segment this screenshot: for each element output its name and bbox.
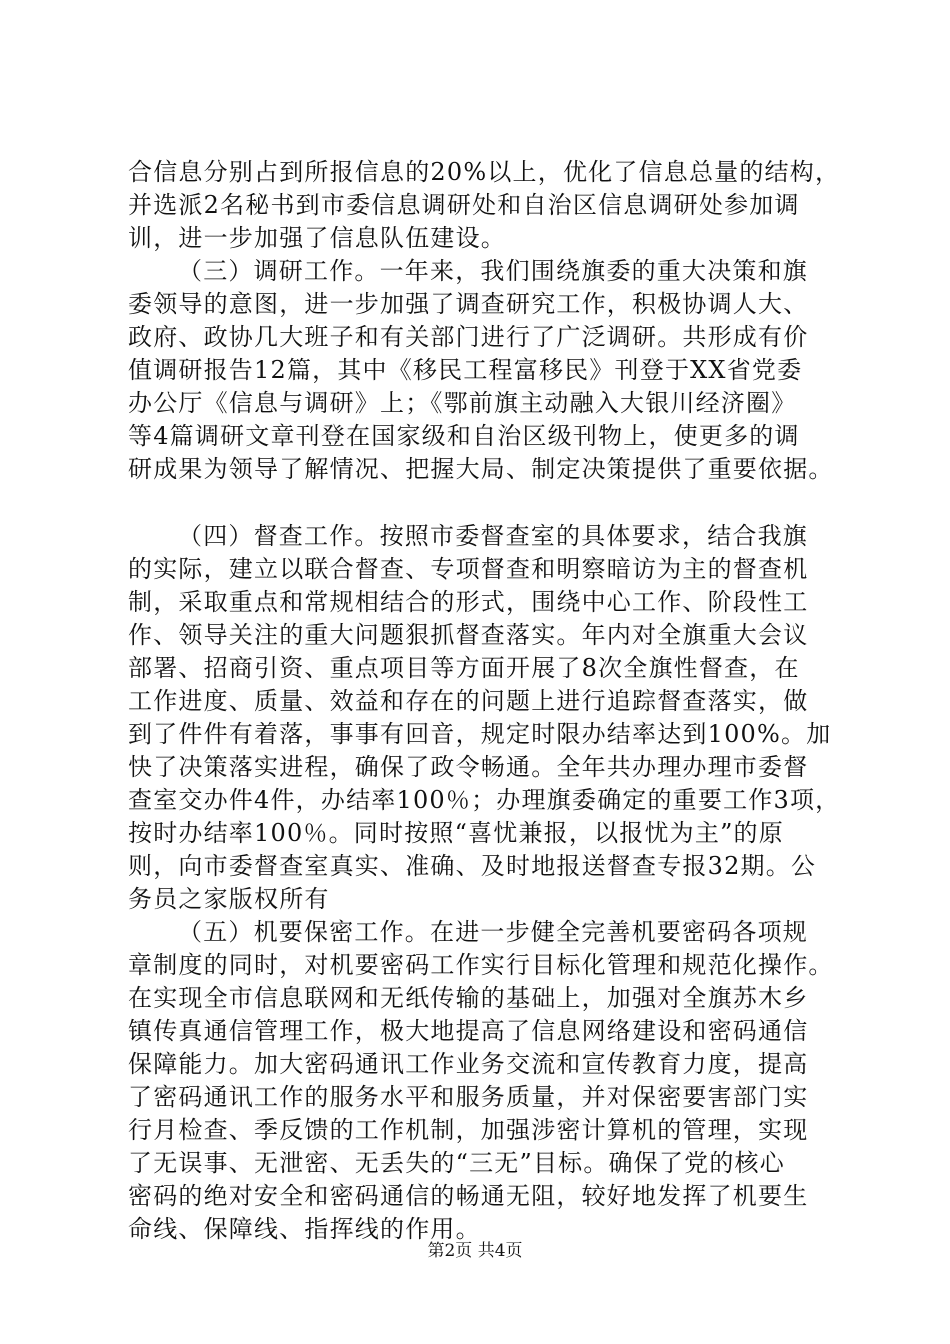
text-line: 委领导的意图，进一步加强了调查研究工作，积极协调人大、 [128, 290, 809, 318]
text-line: 命线、保障线、指挥线的作用。 [128, 1215, 481, 1243]
text-line: 保障能力。加大密码通讯工作业务交流和宣传教育力度，提高 [128, 1050, 809, 1078]
page-footer [0, 1240, 950, 1262]
text-line: 训，进一步加强了信息队伍建设。 [128, 224, 506, 252]
paragraph-start-supervision: （四）督查工作。按照市委督查室的具体要求，结合我旗 [178, 522, 808, 550]
text-line: 办公厅《信息与调研》上；《鄂前旗主动融入大银川经济圈》 [128, 389, 797, 417]
text-line: 值调研报告12篇，其中《移民工程富移民》刊登于XX省党委 [128, 356, 803, 384]
text-line: 的实际，建立以联合督查、专项督查和明察暗访为主的督查机 [128, 555, 809, 583]
page-number-label: 第2页 共4页 [427, 1241, 523, 1261]
text-line: 并选派2名秘书到市委信息调研处和自治区信息调研处参加调 [128, 191, 800, 219]
paragraph-start-confidential: （五）机要保密工作。在进一步健全完善机要密码各项规 [178, 918, 808, 946]
text-line: 作、领导关注的重大问题狠抓督查落实。年内对全旗重大会议 [128, 621, 809, 649]
text-line: 章制度的同时，对机要密码工作实行目标化管理和规范化操作。 [128, 951, 834, 979]
text-line: 工作进度、质量、效益和存在的问题上进行追踪督查落实，做 [128, 687, 809, 715]
paragraph-gap [128, 486, 828, 520]
text-line: 合信息分别占到所报信息的20%以上，优化了信息总量的结构， [128, 158, 841, 186]
text-line: 政府、政协几大班子和有关部门进行了广泛调研。共形成有价 [128, 323, 809, 351]
text-line: 快了决策落实进程，确保了政令畅通。全年共办理办理市委督 [128, 753, 809, 781]
text-line: 研成果为领导了解情况、把握大局、制定决策提供了重要依据。 [128, 455, 834, 483]
text-line: 了密码通讯工作的服务水平和服务质量，并对保密要害部门实 [128, 1083, 809, 1111]
document-body [128, 156, 841, 1246]
text-line: 了无误事、无泄密、无丢失的“三无”目标。确保了党的核心 [128, 1149, 785, 1177]
text-line: 则，向市委督查室真实、准确、及时地报送督查专报32期。公 [128, 852, 817, 880]
text-line: 务员之家版权所有 [128, 885, 330, 913]
text-line: 密码的绝对安全和密码通信的畅通无阻，较好地发挥了机要生 [128, 1182, 809, 1210]
paragraph-start-research: （三）调研工作。一年来，我们围绕旗委的重大决策和旗 [178, 257, 808, 285]
text-line: 等4篇调研文章刊登在国家级和自治区级刊物上，使更多的调 [128, 422, 800, 450]
text-line: 行月检查、季反馈的工作机制，加强涉密计算机的管理，实现 [128, 1116, 809, 1144]
text-line: 制，采取重点和常规相结合的形式，围绕中心工作、阶段性工 [128, 588, 809, 616]
text-line: 镇传真通信管理工作，极大地提高了信息网络建设和密码通信 [128, 1017, 809, 1045]
text-line: 按时办结率100％。同时按照“喜忧兼报，以报忧为主”的原 [128, 819, 784, 847]
text-line: 到了件件有着落，事事有回音，规定时限办结率达到100%。加 [128, 720, 832, 748]
text-line: 部署、招商引资、重点项目等方面开展了8次全旗性督查，在 [128, 654, 800, 682]
text-line: 查室交办件4件，办结率100％；办理旗委确定的重要工作3项， [128, 786, 841, 814]
text-line: 在实现全市信息联网和无纸传输的基础上，加强对全旗苏木乡 [128, 984, 809, 1012]
